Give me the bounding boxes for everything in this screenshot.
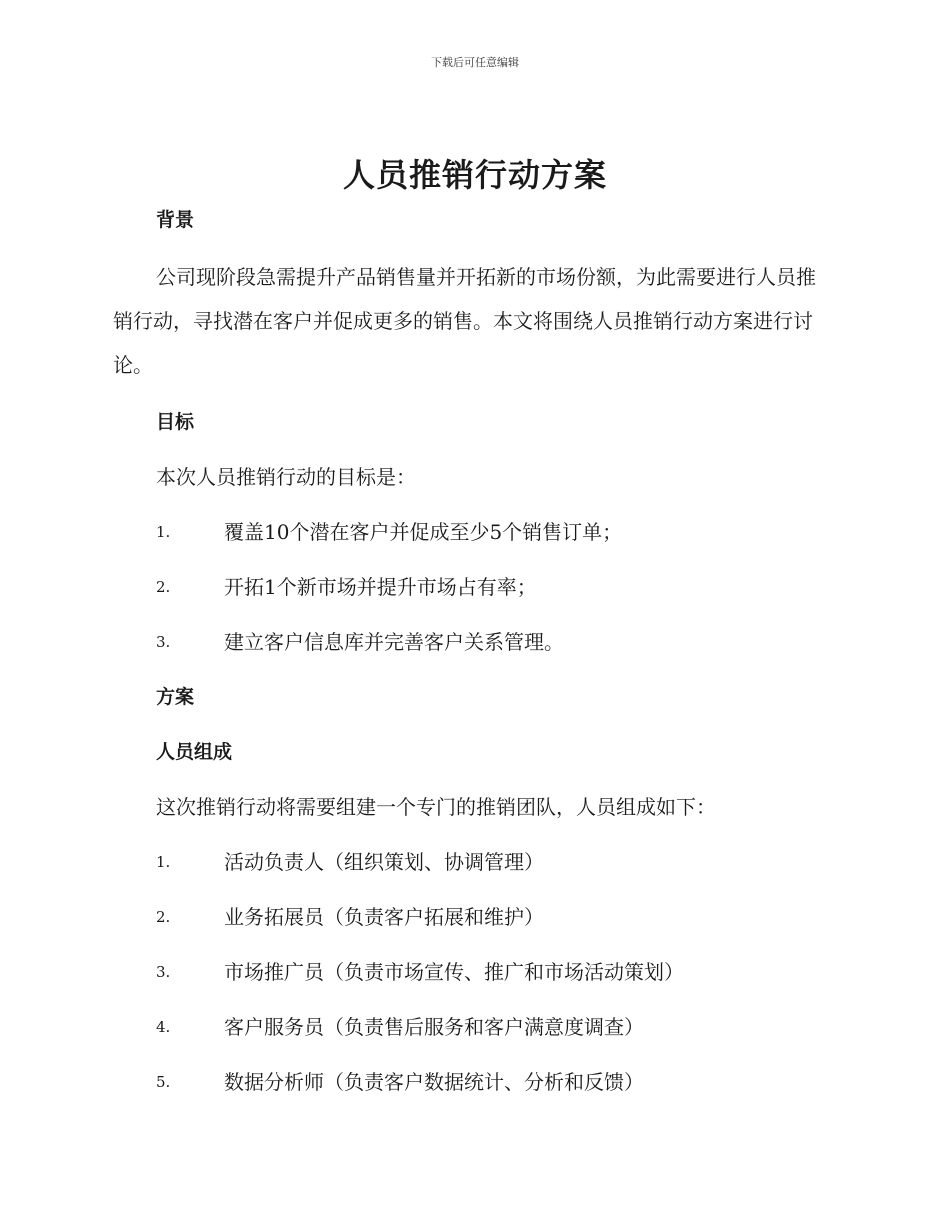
goal-list-item xyxy=(113,567,833,607)
subheading-staffing: 人员组成 xyxy=(156,741,233,763)
goal-list-item xyxy=(113,622,833,662)
staff-list-item xyxy=(113,842,833,882)
background-paragraph: 公司现阶段急需提升产品销售量并开拓新的市场份额，为此需要进行人员推销行动，寻找潜在客户并促成更多的销售。本文将围绕人员推销行动方案进行讨论。 xyxy=(113,265,816,377)
staff-list-item xyxy=(113,1007,833,1047)
goal-list-item xyxy=(113,512,833,552)
document-title: 人员推销行动方案 xyxy=(342,156,607,194)
list-text: 覆盖10个潜在客户并促成至少5个销售订单； xyxy=(224,520,623,544)
heading-background: 背景 xyxy=(156,209,195,231)
list-number: 3. xyxy=(156,963,171,981)
list-number: 1. xyxy=(156,853,171,871)
list-number: 2. xyxy=(156,578,171,596)
list-text: 业务拓展员（负责客户拓展和维护） xyxy=(224,905,544,929)
plan-intro: 这次推销行动将需要组建一个专门的推销团队，人员组成如下： xyxy=(156,795,716,819)
heading-plan: 方案 xyxy=(156,686,195,708)
list-number: 3. xyxy=(156,633,171,651)
list-number: 2. xyxy=(156,908,171,926)
goal-intro: 本次人员推销行动的目标是： xyxy=(156,465,416,489)
heading-goal: 目标 xyxy=(156,411,195,433)
list-text: 数据分析师（负责客户数据统计、分析和反馈） xyxy=(224,1070,644,1094)
header-note: 下载后可任意编辑 xyxy=(431,56,519,69)
staff-list-item xyxy=(113,952,833,992)
list-number: 1. xyxy=(156,523,171,541)
list-text: 市场推广员（负责市场宣传、推广和市场活动策划） xyxy=(224,960,684,984)
list-text: 活动负责人（组织策划、协调管理） xyxy=(224,850,544,874)
staff-list-item xyxy=(113,897,833,937)
staff-list-item xyxy=(113,1062,833,1102)
list-text: 客户服务员（负责售后服务和客户满意度调查） xyxy=(224,1015,644,1039)
list-text: 开拓1个新市场并提升市场占有率； xyxy=(224,575,537,599)
list-text: 建立客户信息库并完善客户关系管理。 xyxy=(224,630,564,654)
document-body xyxy=(113,200,833,1102)
list-number: 4. xyxy=(156,1018,171,1036)
list-number: 5. xyxy=(156,1073,171,1091)
